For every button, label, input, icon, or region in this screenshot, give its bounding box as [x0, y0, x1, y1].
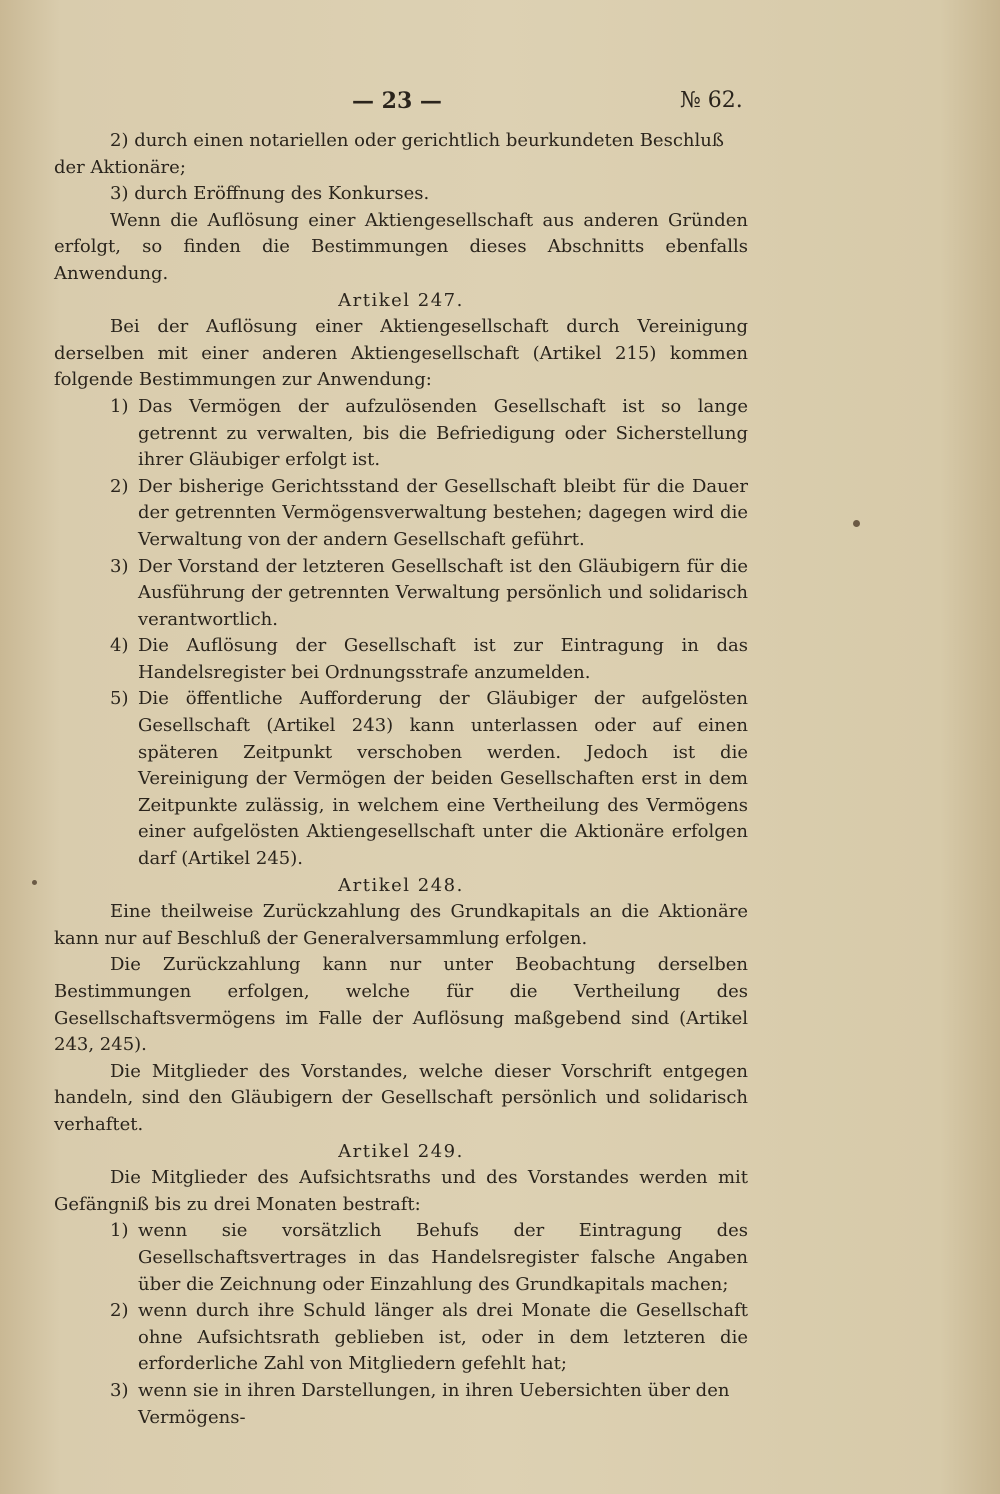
article-249-lead: Die Mitglieder des Aufsichtsraths und des Vorstandes werden mit Gefängniß bis zu drei Monaten bestraft:	[54, 1167, 748, 1215]
item-number: 1)	[110, 1220, 129, 1242]
article-249-item	[54, 1218, 748, 1298]
item-number: 2)	[110, 475, 129, 497]
item-number: 5)	[110, 688, 129, 710]
item-text: Die Auflösung der Gesellschaft ist zur Eintragung in das Handelsregister bei Ordnungsstrafe anzumelden.	[138, 635, 748, 683]
article-248-paragraph-1: Eine theilweise Zurückzahlung des Grundkapitals an die Aktionäre kann nur auf Beschluß der Generalversammlung erfolgen.	[54, 901, 748, 949]
item-number: 3)	[110, 1379, 129, 1401]
article-248-heading: Artikel 248.	[338, 874, 464, 896]
article-247-item	[54, 686, 748, 872]
article-247-lead: Bei der Auflösung einer Aktiengesellschaft durch Vereinigung derselben mit einer anderen Aktiengesellschaft (Artikel 215) kommen folgende Bestimmungen zur Anwendung:	[54, 316, 748, 391]
ink-spot	[32, 880, 37, 885]
item-text: Der Vorstand der letzteren Gesellschaft ist den Gläubigern für die Ausführung der getrennten Verwaltung persönlich und solidarisch verantwortlich.	[138, 555, 748, 630]
article-249-item	[54, 1298, 748, 1378]
article-247-heading: Artikel 247.	[338, 289, 464, 311]
item-number: 2)	[110, 1300, 129, 1322]
ink-spot	[853, 520, 860, 527]
intro-paragraph: Wenn die Auflösung einer Aktiengesellschaft aus anderen Gründen erfolgt, so finden die Bestimmungen dieses Abschnitts ebenfalls Anwendung.	[54, 209, 748, 284]
article-249-item	[54, 1378, 748, 1431]
item-text: wenn sie in ihren Darstellungen, in ihren Uebersichten über den Vermögens-	[138, 1379, 730, 1428]
item-text: Die öffentliche Aufforderung der Gläubiger der aufgelösten Gesellschaft (Artikel 243) kann unterlassen oder auf einen späteren Zeitpunkt verschoben werden. Jedoch ist die Vereinigung der Vermögen der beiden Gesellschaften erst in dem Zeitpunkte zulässig, in welchem eine Vertheilung des Vermögens einer aufgelösten Aktiengesellschaft unter die Aktionäre erfolgen darf (Artikel 245).	[138, 688, 748, 870]
item-text: Der bisherige Gerichtsstand der Gesellschaft bleibt für die Dauer der getrennten Vermögensverwaltung bestehen; dagegen wird die Verwaltung von der andern Gesellschaft geführt.	[138, 475, 748, 550]
item-number: 1)	[110, 395, 129, 417]
item-text: wenn sie vorsätzlich Behufs der Eintragung des Gesellschaftsvertrages in das Handelsregister falsche Angaben über die Zeichnung oder Einzahlung des Grundkapitals machen;	[138, 1220, 748, 1295]
article-247-item	[54, 394, 748, 474]
article-249-heading: Artikel 249.	[338, 1140, 464, 1162]
page-body	[54, 128, 748, 1431]
item-number: 3)	[110, 555, 129, 577]
item-text: Das Vermögen der aufzulösenden Gesellschaft ist so lange getrennt zu verwalten, bis die Befriedigung oder Sicherstellung ihrer Gläubiger erfolgt ist.	[138, 395, 748, 471]
article-247-item	[54, 633, 748, 686]
item-text: wenn durch ihre Schuld länger als drei Monate die Gesellschaft ohne Aufsichtsrath geblieben ist, oder in dem letzteren die erforderliche Zahl von Mitgliedern gefehlt hat;	[138, 1300, 748, 1375]
page-number: — 23 —	[352, 88, 442, 114]
page-header	[0, 88, 1000, 122]
article-248-paragraph-3: Die Mitglieder des Vorstandes, welche dieser Vorschrift entgegen handeln, sind den Gläubigern der Gesellschaft persönlich und solidarisch verhaftet.	[54, 1060, 748, 1135]
document-number: № 62.	[680, 88, 743, 113]
item-number: 4)	[110, 635, 129, 657]
article-247-item	[54, 474, 748, 554]
intro-line-1: 2) durch einen notariellen oder gerichtlich beurkundeten Beschluß der Aktionäre;	[54, 130, 724, 178]
article-248-paragraph-2: Die Zurückzahlung kann nur unter Beobachtung derselben Bestimmungen erfolgen, welche für die Vertheilung des Gesellschaftsvermögens im Falle der Auflösung maßgebend sind (Artikel 243, 245).	[54, 954, 748, 1056]
intro-line-2: 3) durch Eröffnung des Konkurses.	[110, 183, 430, 205]
article-247-item	[54, 554, 748, 634]
